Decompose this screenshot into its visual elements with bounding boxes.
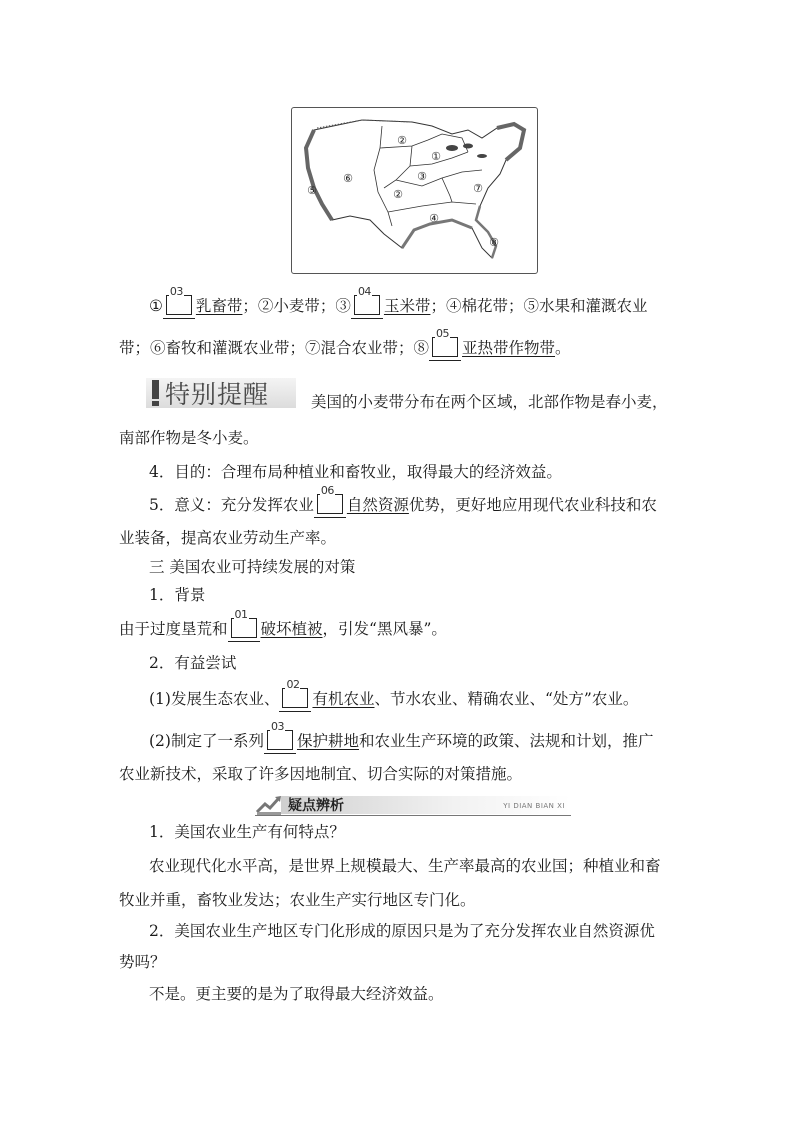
- map-label: ⑦: [473, 182, 483, 195]
- answer-number: 02: [286, 678, 300, 691]
- answer-dairy-belt: 乳畜带: [195, 297, 243, 315]
- attempt-2-line2: 农业新技术，采取了许多因地制宜、切合实际的对策措施。: [119, 765, 523, 783]
- chart-trend-icon: [255, 792, 285, 816]
- attempt-2-line1: [149, 720, 654, 751]
- map-label: ②: [393, 188, 403, 201]
- belt-line2-text: 带；⑥畜牧和灌溉农业带；⑦混合农业带；⑧: [119, 339, 430, 357]
- attempt-2-pre: (2)制定了一系列: [149, 732, 264, 750]
- background-pre: 由于过度垦荒和: [119, 620, 228, 638]
- item-4-purpose: 4．目的：合理布局种植业和畜牧业，取得最大的经济效益。: [149, 463, 562, 481]
- answer-number: 03: [169, 285, 183, 298]
- map-label: ⑧: [489, 236, 499, 249]
- doubt-analysis-header: [255, 792, 571, 816]
- answer-natural-resources: 自然资源: [346, 496, 409, 514]
- item-5-line1: [149, 484, 657, 515]
- tip-text-line1: 美国的小麦带分布在两个区域，北部作物是春小麦，: [311, 393, 668, 411]
- question-1: 1．美国农业生产有何特点？: [149, 823, 345, 841]
- item-5-line2: 业装备，提高农业劳动生产率。: [119, 529, 337, 547]
- great-lake: [446, 145, 458, 151]
- background-post: ，引发“黑风暴”。: [322, 620, 447, 638]
- doubt-analysis-pinyin: YI DIAN BIAN XI: [503, 802, 565, 810]
- answer-number: 06: [320, 484, 334, 497]
- special-reminder-title: 特别提醒: [165, 380, 270, 409]
- question-2-line1: 2．美国农业生产地区专门化形成的原因只是为了充分发挥农业自然资源优: [149, 922, 655, 940]
- belt-1-marker: ①: [149, 297, 163, 315]
- tip-text-line2: 南部作物是冬小麦。: [119, 429, 259, 447]
- belt-list-line2: [119, 327, 571, 358]
- map-label: ⑥: [343, 172, 353, 185]
- answer-corn-belt: 玉米带: [383, 297, 431, 315]
- answer-box: [354, 285, 380, 315]
- answer-box: [231, 608, 257, 638]
- us-map-svg: [292, 108, 537, 273]
- map-label: ①: [431, 150, 441, 163]
- attempt-1-pre: (1)发展生态农业、: [149, 690, 280, 708]
- item-5-post: 优势，更好地应用现代农业科技和农: [408, 496, 657, 514]
- answer-box: [166, 285, 192, 315]
- map-label: ④: [429, 212, 439, 225]
- header-rule: [255, 815, 571, 816]
- answer-number: 04: [357, 285, 371, 298]
- beneficial-attempts-title: 2．有益尝试: [149, 654, 237, 672]
- answer-box: [432, 327, 458, 357]
- answer-box: [317, 484, 343, 514]
- answer-box: [267, 720, 293, 750]
- attempt-1: [149, 678, 639, 709]
- question-2-line2: 势吗？: [119, 953, 166, 971]
- answer-box: [282, 678, 308, 708]
- map-label: ③: [417, 170, 427, 183]
- map-label: ⑤: [307, 184, 317, 197]
- answer-number: 01: [234, 608, 248, 621]
- us-agriculture-map: [291, 107, 538, 274]
- background-title: 1．背景: [149, 586, 206, 604]
- answer-destroy-vegetation: 破坏植被: [260, 620, 323, 638]
- background-text: [119, 608, 447, 639]
- attempt-1-post: 、节水农业、精确农业、“处方”农业。: [374, 690, 639, 708]
- special-reminder-label: [146, 378, 296, 408]
- exclamation-icon: [152, 380, 159, 406]
- answer-2: 不是。更主要的是为了取得最大经济效益。: [149, 985, 444, 1003]
- belt-rest-text: ；④棉花带；⑤水果和灌溉农业: [430, 297, 648, 315]
- great-lake: [463, 144, 473, 149]
- great-lake: [477, 154, 487, 158]
- belt-2-text: ；②小麦带；③: [242, 297, 351, 315]
- attempt-2-post: 和农业生产环境的政策、法规和计划，推广: [358, 732, 654, 750]
- map-label: ②: [397, 134, 407, 147]
- answer-1-line2: 牧业并重，畜牧业发达；农业生产实行地区专门化。: [119, 891, 476, 909]
- doubt-analysis-title: 疑点辨析: [288, 798, 344, 814]
- answer-subtropical-belt: 亚热带作物带: [462, 339, 556, 357]
- belt-list-line1: [149, 285, 648, 316]
- belt-end: 。: [555, 339, 571, 357]
- section-3-title: 三 美国农业可持续发展的对策: [149, 558, 356, 576]
- answer-protect-farmland: 保护耕地: [296, 732, 359, 750]
- answer-organic-agriculture: 有机农业: [312, 690, 375, 708]
- answer-1-line1: 农业现代化水平高，是世界上规模最大、生产率最高的农业国；种植业和畜: [149, 857, 661, 875]
- answer-number: 03: [270, 720, 284, 733]
- item-5-pre: 5．意义：充分发挥农业: [149, 496, 314, 514]
- answer-number: 05: [436, 327, 450, 340]
